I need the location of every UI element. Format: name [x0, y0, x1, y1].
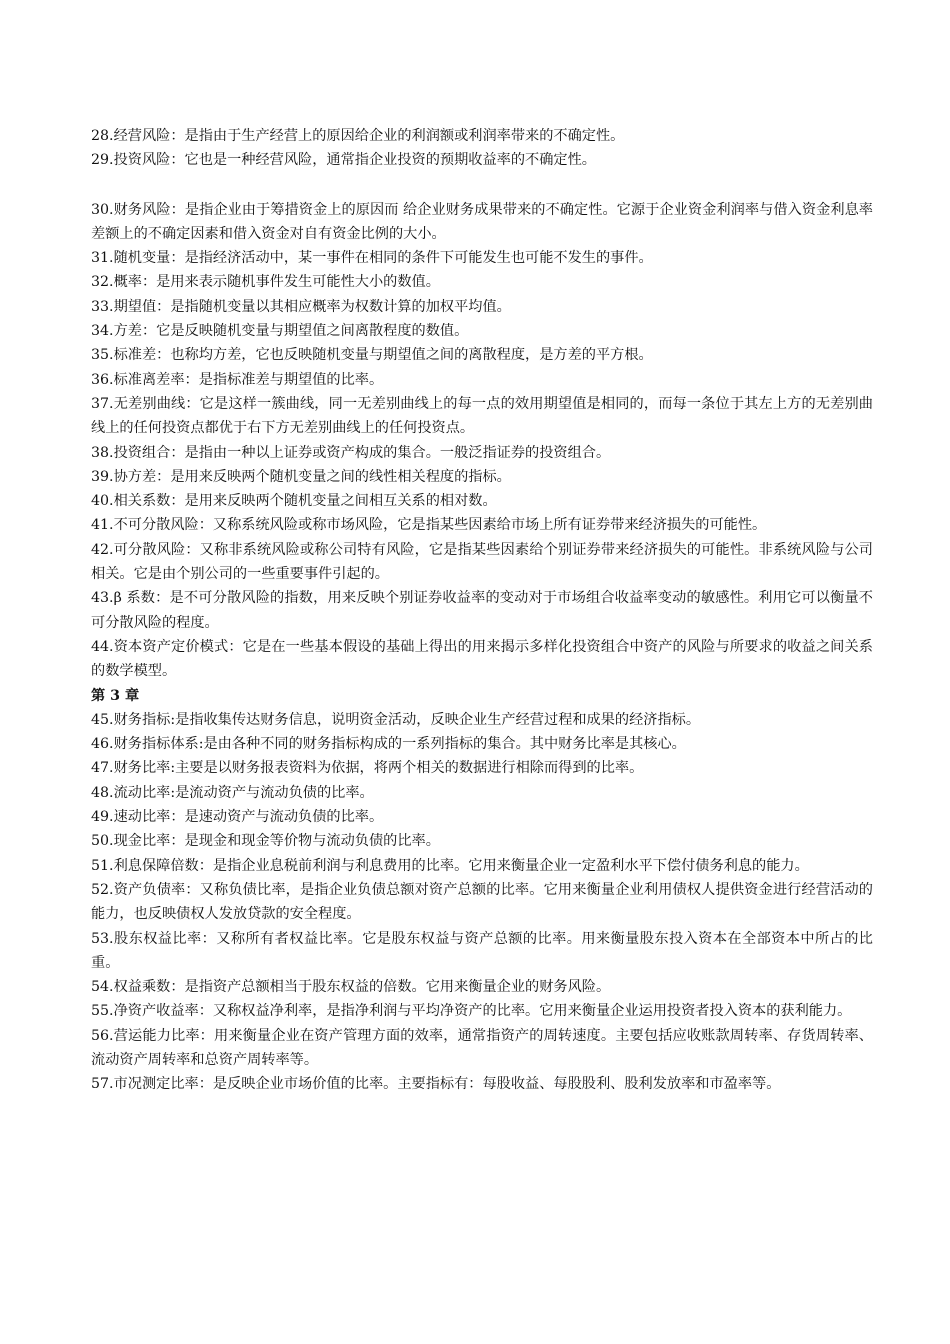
entry-44: 44.资本资产定价模式：它是在一些基本假设的基础上得出的用来揭示多样化投资组合中资产的风险与所要求的收益之间关系的数学模型。	[91, 638, 873, 680]
blank-line	[91, 173, 873, 198]
entry-50: 50.现金比率：是现金和现金等价物与流动负债的比率。	[91, 833, 440, 850]
entry-54: 54.权益乘数：是指资产总额相当于股东权益的倍数。它用来衡量企业的财务风险。	[91, 979, 611, 996]
entry-55: 55.净资产收益率：又称权益净利率，是指净利润与平均净资产的比率。它用来衡量企业运用投资者投入资本的获利能力。	[91, 1003, 852, 1020]
entry-33: 33.期望值：是指随机变量以其相应概率为权数计算的加权平均值。	[91, 298, 511, 315]
entry-34: 34.方差：它是反映随机变量与期望值之间离散程度的数值。	[91, 323, 469, 340]
entry-38: 38.投资组合：是指由一种以上证券或资产构成的集合。一般泛指证券的投资组合。	[91, 444, 611, 461]
entry-30: 30.财务风险：是指企业由于筹措资金上的原因而 给企业财务成果带来的不确定性。它源于企业资金利润率与借入资金利息率差额上的不确定因素和借入资金对自有资金比例的大小。	[91, 201, 873, 242]
entry-42: 42.可分散风险：又称非系统风险或称公司特有风险，它是指某些因素给个别证券带来经济损失的可能性。非系统风险与公司相关。它是由个别公司的一些重要事件引起的。	[91, 541, 873, 583]
entry-56: 56.营运能力比率：用来衡量企业在资产管理方面的效率，通常指资产的周转速度。主要包括应收账款周转率、存货周转率、流动资产周转率和总资产周转率等。	[91, 1027, 873, 1068]
entry-43: 43.β 系数：是不可分散风险的指数，用来反映个别证券收益率的变动对于市场组合收益率变动的敏感性。利用它可以衡量不可分散风险的程度。	[91, 590, 873, 631]
entry-57: 57.市况测定比率：是反映企业市场价值的比率。主要指标有：每股收益、每股股利、股利发放率和市盈率等。	[91, 1076, 781, 1093]
entry-45: 45.财务指标:是指收集传达财务信息，说明资金活动，反映企业生产经营过程和成果的经济指标。	[91, 711, 701, 728]
entry-46: 46.财务指标体系:是由各种不同的财务指标构成的一系列指标的集合。其中财务比率是其核心。	[91, 736, 686, 753]
document-body	[91, 124, 873, 1097]
entry-53: 53.股东权益比率：又称所有者权益比率。它是股东权益与资产总额的比率。用来衡量股东投入资本在全部资本中所占的比重。	[91, 930, 873, 971]
entry-35: 35.标准差：也称均方差，它也反映随机变量与期望值之间的离散程度，是方差的平方根。	[91, 347, 653, 364]
entry-41: 41.不可分散风险：又称系统风险或称市场风险，它是指某些因素给市场上所有证券带来经济损失的可能性。	[91, 517, 767, 534]
entry-49: 49.速动比率：是速动资产与流动负债的比率。	[91, 809, 384, 826]
entry-39: 39.协方差：是用来反映两个随机变量之间的线性相关程度的指标。	[91, 468, 511, 485]
entry-31: 31.随机变量：是指经济活动中，某一事件在相同的条件下可能发生也可能不发生的事件。	[91, 250, 653, 267]
entry-36: 36.标准离差率：是指标准差与期望值的比率。	[91, 371, 384, 388]
entry-52: 52.资产负债率：又称负债比率，是指企业负债总额对资产总额的比率。它用来衡量企业利用债权人提供资金进行经营活动的能力，也反映债权人发放贷款的安全程度。	[91, 881, 873, 923]
entry-32: 32.概率：是用来表示随机事件发生可能性大小的数值。	[91, 274, 440, 291]
entry-37: 37.无差别曲线：它是这样一簇曲线，同一无差别曲线上的每一点的效用期望值是相同的，而每一条位于其左上方的无差别曲线上的任何投资点都优于右下方无差别曲线上的任何投资点。	[91, 395, 873, 437]
entry-29: 29.投资风险：它也是一种经营风险，通常指企业投资的预期收益率的不确定性。	[91, 152, 596, 169]
entry-47: 47.财务比率:主要是以财务报表资料为依据，将两个相关的数据进行相除而得到的比率。	[91, 760, 644, 777]
entry-28: 28.经营风险：是指由于生产经营上的原因给企业的利润额或利润率带来的不确定性。	[91, 128, 625, 144]
entry-51: 51.利息保障倍数：是指企业息税前利润与利息费用的比率。它用来衡量企业一定盈利水平下偿付债务利息的能力。	[91, 857, 809, 874]
entry-48: 48.流动比率:是流动资产与流动负债的比率。	[91, 784, 374, 801]
entry-40: 40.相关系数：是用来反映两个随机变量之间相互关系的相对数。	[91, 493, 497, 510]
chapter-heading: 第 3 章	[91, 687, 140, 704]
